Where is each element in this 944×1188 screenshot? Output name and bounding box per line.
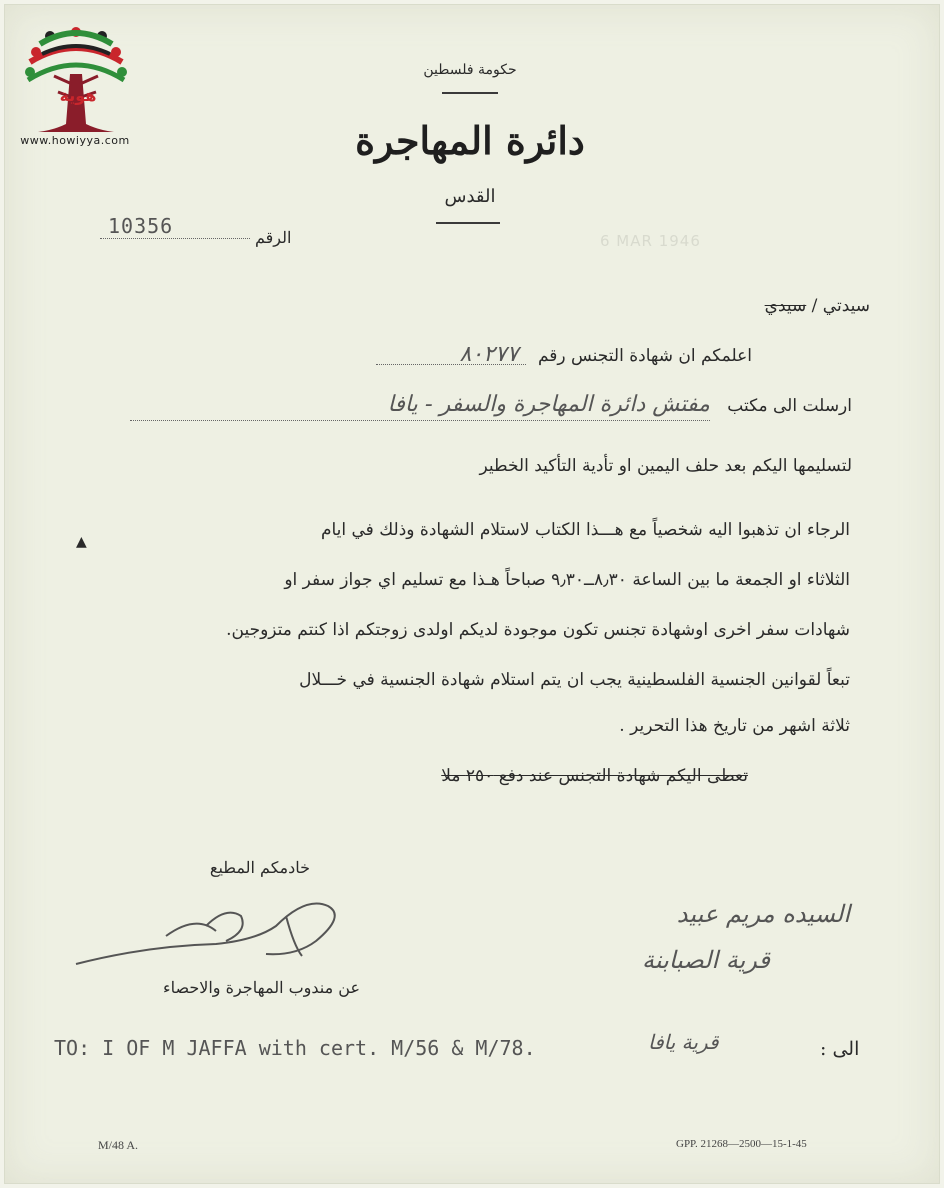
para2-line-2: ثلاثة اشهر من تاريخ هذا التحرير . — [619, 716, 850, 736]
office-dotline — [130, 420, 710, 421]
para1-line-1: الرجاء ان تذهبوا اليه شخصياً مع هـــذا الكتاب لاستلام الشهادة وذلك في ايام — [320, 520, 850, 540]
para1-line-3: شهادات سفر اخرى اوشهادة تجنس تكون موجودة لديكم اولدى زوجتكم اذا كنتم متزوجين. — [226, 620, 850, 640]
document-page — [4, 4, 940, 1184]
body-line-1 — [459, 344, 752, 366]
addressee-block — [520, 900, 850, 974]
para2-line-1: تبعاً لقوانين الجنسية الفلسطينية يجب ان يتم استلام شهادة الجنسية في خـــلال — [299, 670, 850, 690]
addressee-name: السيده مريم عبيد — [676, 900, 850, 928]
department-title: دائرة المهاجرة — [355, 118, 585, 163]
typed-handwritten-addition: قرية يافا — [648, 1030, 719, 1054]
government-name: حكومة فلسطين — [423, 62, 517, 78]
reference-number: 10356 — [108, 214, 174, 238]
print-code: GPP. 21268—2500—15-1-45 — [676, 1138, 807, 1150]
salutation — [730, 296, 870, 316]
salutation-alt: سيدتي — [822, 296, 870, 316]
reference-label: الرقم — [255, 228, 292, 247]
reference-dotline — [100, 238, 250, 239]
closing-delegate: عن مندوب المهاجرة والاحصاء — [163, 978, 360, 997]
office-handwritten: مفتش دائرة المهاجرة والسفر - يافا — [387, 392, 710, 417]
sent-to-label: ارسلت الى مكتب — [727, 396, 852, 416]
to-label: الى : — [820, 1038, 860, 1060]
certificate-dotline — [376, 364, 526, 365]
body-line-3: لتسليمها اليكم بعد حلف اليمين او تأدية التأكيد الخطير — [479, 456, 852, 476]
closing-servant: خادمكم المطيع — [209, 858, 310, 877]
city-rule — [436, 222, 500, 224]
howiyya-logo-icon — [14, 14, 138, 154]
certificate-number: ٨٠٢٧٧ — [459, 342, 519, 367]
city-name: القدس — [444, 186, 496, 207]
salutation-separator: / — [811, 296, 818, 316]
received-stamp: 6 MAR 1946 — [600, 232, 701, 250]
logo-wordmark: هوية — [59, 86, 97, 105]
struck-fee-line: تعطى اليكم شهادة التجنس عند دفع ٢٥٠ ملا — [441, 766, 748, 786]
para1-line-2: الثلاثاء او الجمعة ما بين الساعة ٨٫٣٠ــ٩٫٣٠ صباحاً هـذا مع تسليم اي جواز سفر او — [284, 570, 850, 590]
certificate-label: اعلمكم ان شهادة التجنس رقم — [537, 346, 752, 366]
addressee-village: قرية الصبابنة — [641, 946, 770, 974]
form-code: M/48 A. — [98, 1138, 139, 1152]
margin-mark-icon: ▲ — [76, 534, 87, 550]
signature-icon — [66, 886, 366, 976]
logo-url: www.howiyya.com — [20, 134, 130, 147]
body-line-2 — [388, 394, 852, 416]
header-rule — [442, 92, 498, 94]
logo-people-ring — [25, 27, 127, 80]
typed-to-line: TO: I OF M JAFFA with cert. M/56 & M/78. — [54, 1036, 536, 1060]
salutation-struck: سيدي — [764, 296, 807, 316]
